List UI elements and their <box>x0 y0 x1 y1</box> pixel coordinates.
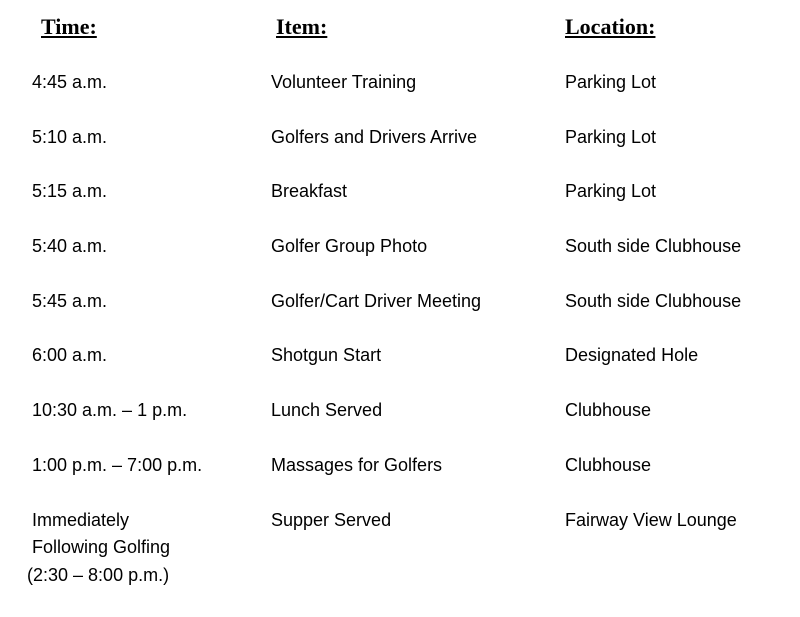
row-time-line: Following Golfing <box>32 537 171 557</box>
row-item: Massages for Golfers <box>271 454 443 475</box>
row-item: Breakfast <box>271 181 348 202</box>
schedule-row <box>0 508 800 585</box>
row-location: Clubhouse <box>565 454 652 475</box>
row-location: South side Clubhouse <box>565 236 742 257</box>
row-item: Golfer Group Photo <box>271 236 428 257</box>
schedule-row <box>0 125 800 180</box>
row-location: Parking Lot <box>565 72 657 92</box>
row-location: Parking Lot <box>565 126 657 147</box>
row-item: Golfer/Cart Driver Meeting <box>271 290 482 311</box>
row-time-line: Immediately <box>32 509 130 530</box>
schedule-row <box>0 343 800 398</box>
time-column-header: Time: <box>41 14 97 39</box>
schedule-row <box>0 70 800 125</box>
row-location: Fairway View Lounge <box>565 509 737 530</box>
row-time: 5:15 a.m. <box>32 181 108 202</box>
item-column-header: Item: <box>276 14 328 39</box>
row-item: Supper Served <box>271 509 392 530</box>
row-time <box>27 507 171 590</box>
row-location: Parking Lot <box>565 181 657 202</box>
schedule-row <box>0 289 800 344</box>
schedule-table <box>0 70 800 585</box>
row-item: Golfers and Drivers Arrive <box>271 126 478 147</box>
row-time: 4:45 a.m. <box>32 72 108 92</box>
location-column-header: Location: <box>565 14 656 39</box>
schedule-row <box>0 453 800 508</box>
schedule-row <box>0 179 800 234</box>
row-time: 6:00 a.m. <box>32 345 108 366</box>
schedule-row <box>0 398 800 453</box>
row-item: Shotgun Start <box>271 345 382 366</box>
row-location: South side Clubhouse <box>565 290 742 311</box>
row-item: Lunch Served <box>271 400 383 421</box>
row-item: Volunteer Training <box>271 72 417 92</box>
schedule-row <box>0 234 800 289</box>
row-time: 5:10 a.m. <box>32 126 108 147</box>
row-time: 5:45 a.m. <box>32 290 108 311</box>
row-time: 5:40 a.m. <box>32 236 108 257</box>
row-time-line: (2:30 – 8:00 p.m.) <box>27 564 170 585</box>
row-time: 1:00 p.m. – 7:00 p.m. <box>32 454 203 475</box>
row-location: Designated Hole <box>565 345 699 366</box>
row-location: Clubhouse <box>565 400 652 421</box>
row-time: 10:30 a.m. – 1 p.m. <box>32 400 188 421</box>
